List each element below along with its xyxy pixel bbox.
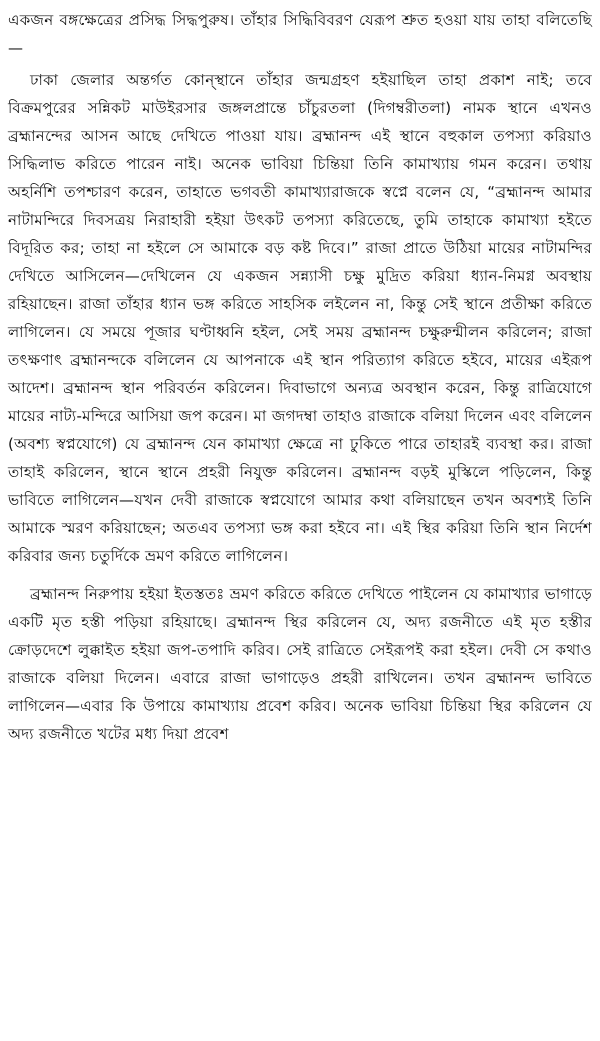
text-paragraph: ব্রহ্মানন্দ নিরুপায় হইয়া ইতস্ততঃ ভ্রমণ করিতে করিতে দেখিতে পাইলেন যে কামাখ্যার ভাগাড়ে একটি মৃত হস্তী পড়িয়া রহিয়াছে। ব্রহ্মানন্দ স্থির করিলেন যে, অদ্য রজনীতে এই মৃত হস্তীর ক্রোড়দেশে লুক্কাইত হইয়া জপ-তপাদি করিব। সেই রাত্রিতে সেইরূপই করা হইল। দেবী সে কথাও রাজাকে বলিয়া দিলেন। এবারে রাজা ভাগাড়েও প্রহরী রাখিলেন। তখন ব্রহ্মানন্দ ভাবিতে লাগিলেন—এবার কি উপায়ে কামাখ্যায় প্রবেশ করিব। অনেক ভাবিয়া চিন্তিয়া স্থির করিলেন যে অদ্য রজনীতে খটের মধ্য দিয়া প্রবেশ xyxy=(8,585,592,743)
text-paragraph: একজন বঙ্গক্ষেত্রের প্রসিদ্ধ সিদ্ধপুরুষ। তাঁহার সিদ্ধিবিবরণ যেরূপ শ্রুত হওয়া যায় তাহা বলিতেছি— xyxy=(8,11,592,57)
text-paragraph: ঢাকা জেলার অন্তর্গত কোন্‌স্থানে তাঁহার জন্মগ্রহণ হইয়াছিল তাহা প্রকাশ নাই; তবে বিক্রমপুরের সন্নিকট মাউইরসার জঙ্গলপ্রান্তে চাঁচুরতলা (দিগম্বরীতলা) নামক স্থানে এখনও ব্রহ্মানন্দের আসন আছে দেখিতে পাওয়া যায়। ব্রহ্মানন্দ এই স্থানে বহুকাল তপস্যা করিয়াও সিদ্ধিলাভ করিতে পারেন নাই। অনেক ভাবিয়া চিন্তিয়া তিনি কামাখ্যায় গমন করেন। তথায় অহর্নিশি তপশ্চারণ করেন, তাহাতে ভগবতী কামাখ্যারাজকে স্বপ্নে বলেন যে, “ব্রহ্মানন্দ আমার নাটামন্দিরে দিবসত্রয় নিরাহারী হইয়া উৎকট তপস্যা করিতেছে, তুমি তাহাকে কামাখ্যা হইতে বিদূরিত কর; তাহা না হইলে সে আমাকে বড় কষ্ট দিবে।” রাজা প্রাতে উঠিয়া মায়ের নাটামন্দির দেখিতে আসিলেন—দেখিলেন যে একজন সন্ন্যাসী চক্ষু মুদ্রিত করিয়া ধ্যান-নিমগ্ন অবস্থায় রহিয়াছেন। রাজা তাঁহার ধ্যান ভঙ্গ করিতে সাহসিক লইলেন না, কিন্তু সেই স্থানে প্রতীক্ষা করিতে লাগিলেন। যে সময়ে পূজার ঘণ্টাধ্বনি হইল, সেই সময় ব্রহ্মানন্দ চক্ষুরুন্মীলন করিলেন; রাজা তৎক্ষণাৎ ব্রহ্মানন্দকে বলিলেন যে আপনাকে এই স্থান পরিত্যাগ করিতে হইবে, মায়ের এইরূপ আদেশ। ব্রহ্মানন্দ স্থান পরিবর্তন করিলেন। দিবাভাগে অন্যত্র অবস্থান করেন, কিন্তু রাত্রিযোগে মায়ের নাট্য-মন্দিরে আসিয়া জপ করেন। মা জগদম্বা তাহাও রাজাকে বলিয়া দিলেন এবং বলিলেন (অবশ্য স্বপ্নযোগে) যে ব্রহ্মানন্দ যেন কামাখ্যা ক্ষেত্রে না ঢুকিতে পারে তাহারই ব্যবস্থা কর। রাজা তাহাই করিলেন, স্থানে স্থানে প্রহরী নিযুক্ত করিলেন। ব্রহ্মানন্দ বড়ই মুস্কিলে পড়িলেন, কিন্তু ভাবিতে লাগিলেন—যখন দেবী রাজাকে স্বপ্নযোগে আমার কথা বলিয়াছেন তখন অবশ্যই তিনি আমাকে স্মরণ করিয়াছেন; অতএব তপস্যা ভঙ্গ করা হইবে না। এই স্থির করিয়া তিনি স্থান নির্দেশ করিবার জন্য চতুর্দিকে ভ্রমণ করিতে লাগিলেন। xyxy=(8,71,592,565)
